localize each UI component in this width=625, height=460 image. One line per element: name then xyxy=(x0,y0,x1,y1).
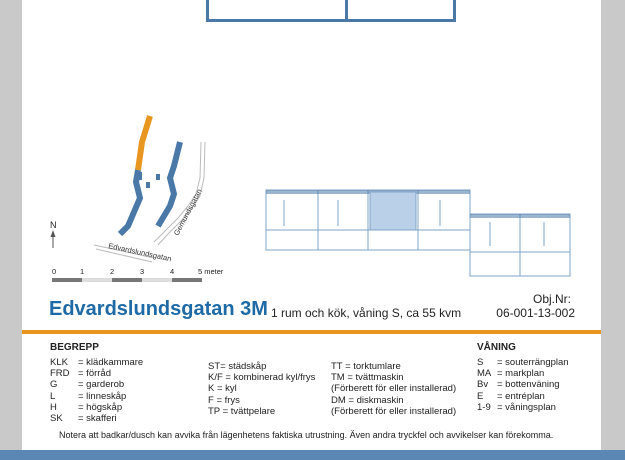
legend-row: FRD = förråd xyxy=(50,368,112,380)
legend-row: TM = tvättmaskin xyxy=(331,372,404,384)
north-arrow-head-icon xyxy=(51,230,56,237)
scale-tick-label: 0 xyxy=(52,267,57,276)
site-map xyxy=(46,108,226,270)
legend-row: DM = diskmaskin xyxy=(331,394,404,406)
legend-row: K = kyl xyxy=(208,383,237,395)
building-annex xyxy=(138,172,142,180)
legend-storage xyxy=(208,361,315,417)
legend-row: H = högskåp xyxy=(50,401,123,413)
north-label: N xyxy=(50,220,57,230)
legend-row: ST= städskåp xyxy=(208,361,267,372)
legend-row: MA = markplan xyxy=(477,368,545,380)
scale-end-label: 5 meter xyxy=(198,267,224,276)
legend-begrepp-title: BEGREPP xyxy=(50,342,99,353)
title-row xyxy=(49,292,577,324)
legend-vaning xyxy=(477,342,569,413)
apartment-address: Edvardslundsgatan 3M xyxy=(49,298,268,320)
legend-row: TP = tvättpelare xyxy=(208,405,276,417)
selected-apartment xyxy=(370,192,416,230)
legend-row: (Förberett för eller installerad) xyxy=(331,383,457,395)
scale-segment xyxy=(172,278,202,282)
building-east xyxy=(158,142,180,226)
object-number-label: Obj.Nr: xyxy=(532,292,571,306)
divider-rule xyxy=(22,330,601,334)
document-sheet xyxy=(22,0,601,450)
bottom-bar xyxy=(0,450,625,460)
legend-row: Bv = bottenväning xyxy=(477,379,560,391)
legend-begrepp xyxy=(50,342,143,424)
disclaimer-note: Notera att badkar/dusch kan avvika från lägenhetens faktiska utrustning. Även andra tryckfel och avvikelser kan förekomma. xyxy=(59,430,554,440)
street-label-main: Edvardslundsgatan xyxy=(107,241,173,264)
legend-row: K/F = kombinerad kyl/frys xyxy=(208,372,316,384)
legend-row: TT = torktumlare xyxy=(331,361,401,372)
legend-row: KLK = klädkammare xyxy=(50,357,144,368)
legend-row: F = frys xyxy=(208,394,240,406)
apartment-description: 1 rum och kök, våning S, ca 55 kvm xyxy=(271,306,462,320)
scale-tick-label: 3 xyxy=(140,267,145,276)
scale-segment xyxy=(142,278,172,282)
legend-row: E = entréplan xyxy=(477,390,545,402)
legend-appliances xyxy=(331,361,456,417)
floor-plan-top-fragment xyxy=(206,0,456,22)
legend-row: S = souterrängplan xyxy=(477,357,569,368)
scale-segment xyxy=(82,278,112,282)
legend-row: SK = skafferi xyxy=(50,413,117,425)
legend-vaning-title: VÅNING xyxy=(477,342,516,353)
scale-tick-label: 4 xyxy=(170,267,175,276)
legend-row: G = garderob xyxy=(50,379,125,391)
street-label-side: Gemundsgatan xyxy=(171,187,204,237)
scale-bar xyxy=(52,266,224,286)
plan-wall xyxy=(266,190,470,194)
legend-row: L = linneskåp xyxy=(50,390,127,402)
building-annex xyxy=(156,174,160,180)
object-number-value: 06-001-13-002 xyxy=(496,306,575,320)
scale-tick-label: 1 xyxy=(80,267,85,276)
building-plan-overview xyxy=(264,186,574,278)
building-annex xyxy=(146,182,150,188)
building-west xyxy=(120,170,140,234)
scale-tick-label: 2 xyxy=(110,267,115,276)
plan-wall xyxy=(470,214,570,218)
building-highlighted xyxy=(138,116,150,170)
scale-segment xyxy=(52,278,82,282)
legend-row: 1-9 = våningsplan xyxy=(477,401,556,413)
scale-segment xyxy=(112,278,142,282)
legend-row: (Förberett för eller installerad) xyxy=(331,405,457,417)
